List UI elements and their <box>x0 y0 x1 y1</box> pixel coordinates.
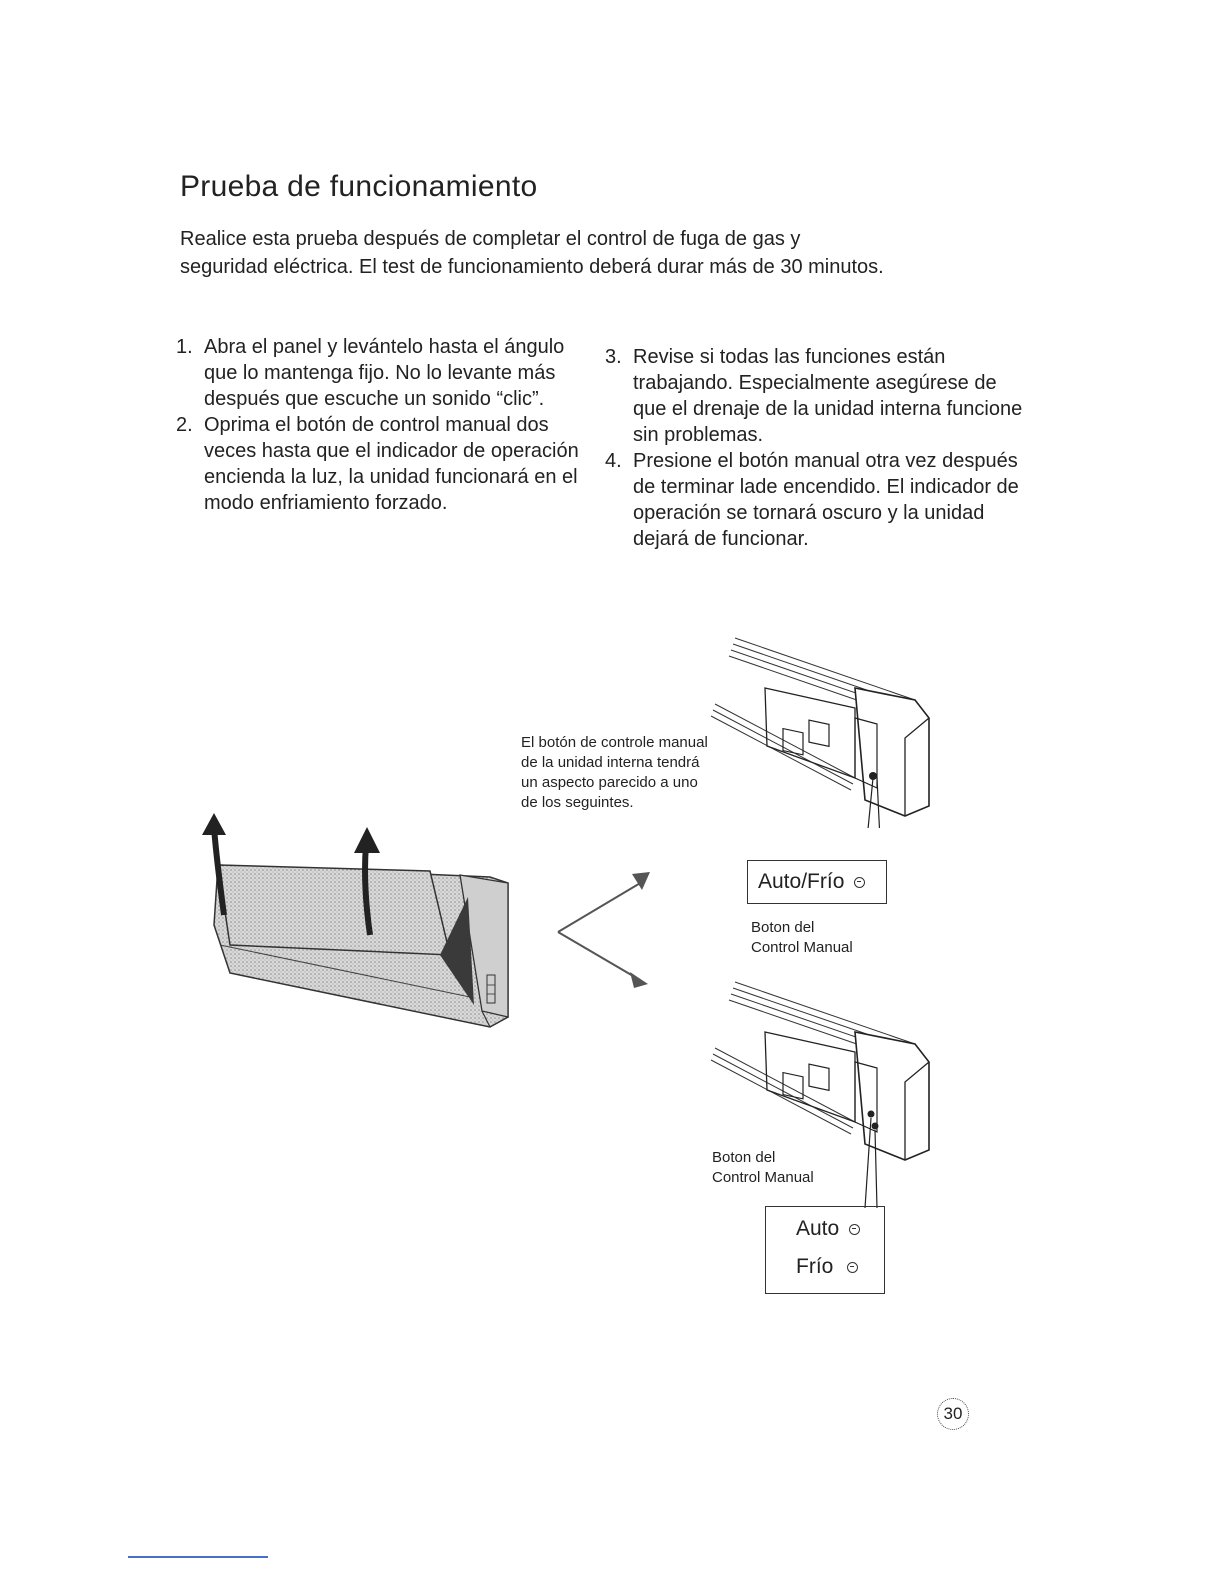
button-label: Frío <box>796 1255 834 1278</box>
frio-button-row <box>796 1255 858 1279</box>
intro-line-1: Realice esta prueba después de completar el control de fuga de gas y <box>180 228 801 250</box>
option1-caption <box>751 918 921 958</box>
intro-line-2: seguridad eléctrica. El test de funcionamiento deberá durar más de 30 minutos. <box>180 256 884 278</box>
auto-button-row <box>796 1217 860 1241</box>
button-label: Auto <box>796 1217 840 1240</box>
step-number: 2. <box>176 414 193 436</box>
steps-right-column <box>605 344 1025 552</box>
step-text: Revise si todas las funciones están trabajando. Especialmente asegúrese de que el drenaje de la unidad interna funcione sin problemas. <box>633 346 1023 446</box>
step-number: 3. <box>605 346 622 368</box>
manual-control-buttons-auto-and-frio <box>765 1206 885 1294</box>
pointer-arrows <box>550 868 660 988</box>
button-label: Auto/Frío <box>758 870 845 893</box>
step-number: 4. <box>605 450 622 472</box>
button-dot-icon <box>849 1224 860 1235</box>
step-text: Presione el botón manual otra vez después de terminar lade encendido. El indicador de operación se tornará oscuro y la unidad dejará de funcionar. <box>633 450 1019 550</box>
manual-control-button-auto-frio <box>747 860 887 904</box>
bottom-rule <box>128 1556 268 1558</box>
caption-line: Control Manual <box>712 1169 814 1186</box>
control-panel-closeup-1 <box>705 628 935 828</box>
caption-line: Boton del <box>712 1149 776 1166</box>
step-1 <box>176 334 596 412</box>
step-text: Oprima el botón de control manual dos veces hasta que el indicador de operación encienda la luz, la unidad funcionará en el modo enfriamiento forzado. <box>204 414 579 514</box>
step-2 <box>176 412 596 516</box>
button-dot-icon <box>847 1262 858 1273</box>
intro-paragraph <box>180 226 1020 280</box>
caption-line: Boton del <box>751 919 815 936</box>
button-dot-icon <box>854 877 865 888</box>
option2-caption <box>712 1148 882 1188</box>
step-number: 1. <box>176 336 193 358</box>
step-text: Abra el panel y levántelo hasta el ángulo que lo mantenga fijo. No lo levante más después que escuche un sonido “clic”. <box>204 336 565 410</box>
figure-caption: El botón de controle manual de la unidad interna tendrá un aspecto parecido a uno de los seguintes. <box>521 734 708 811</box>
step-3 <box>605 344 1025 448</box>
page-title: Prueba de funcionamiento <box>180 170 538 203</box>
steps-left-column <box>176 334 596 516</box>
indoor-unit-panel-illustration <box>190 805 530 1035</box>
page-number: 30 <box>937 1398 969 1430</box>
step-4 <box>605 448 1025 552</box>
caption-line: Control Manual <box>751 939 853 956</box>
